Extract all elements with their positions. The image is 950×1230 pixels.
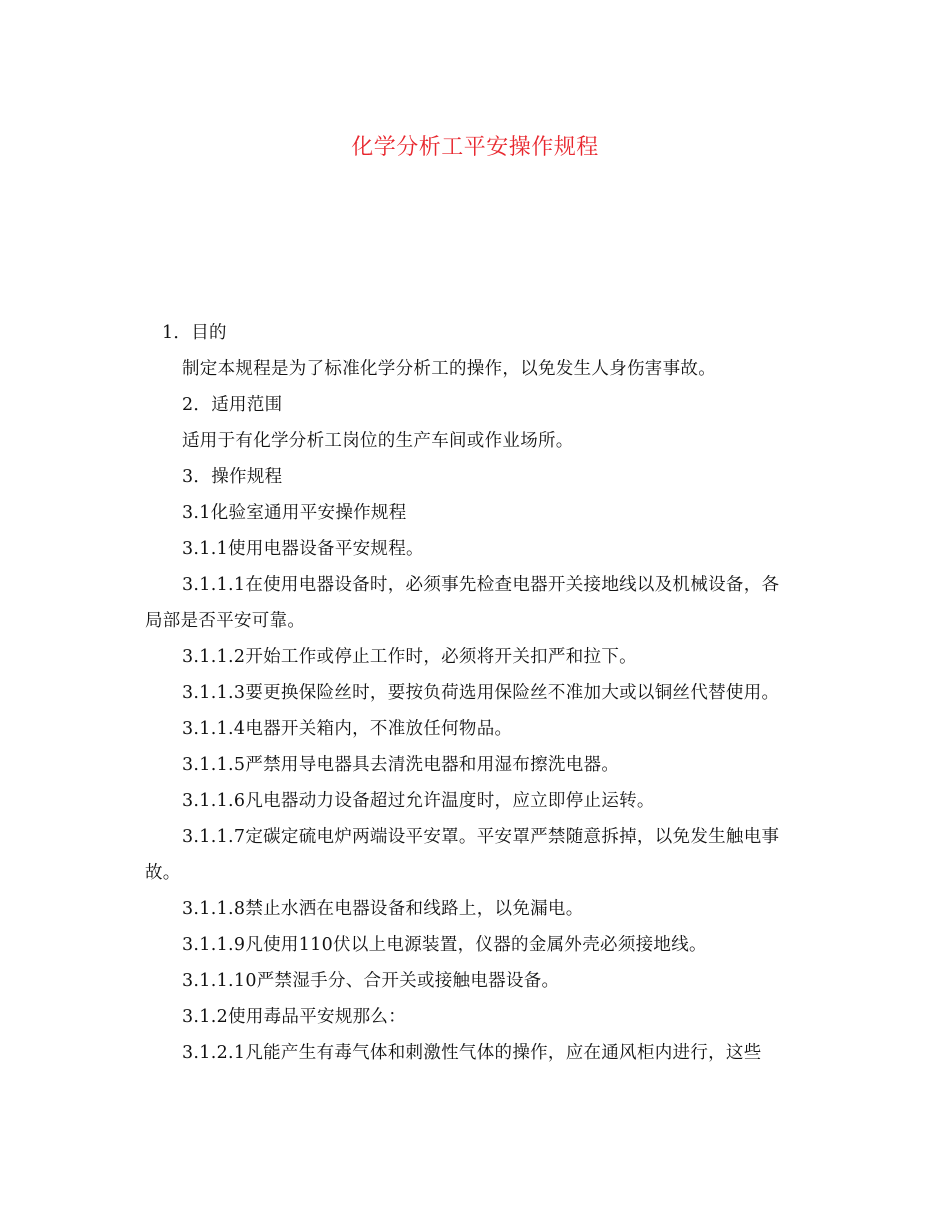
section-heading: 2．适用范围 <box>182 395 283 415</box>
paragraph: 3.1.1.5严禁用导电器具去清洗电器和用湿布擦洗电器。 <box>182 755 620 775</box>
paragraph: 3.1.1.4电器开关箱内，不准放任何物品。 <box>182 719 513 739</box>
paragraph: 3.1.1.6凡电器动力设备超过允许温度时，应立即停止运转。 <box>182 791 655 811</box>
paragraph: 3.1.1.2开始工作或停止工作时，必须将开关扣严和拉下。 <box>182 647 637 667</box>
subsection-heading: 3.1化验室通用平安操作规程 <box>182 503 407 523</box>
paragraph: 3.1.1.9凡使用110伏以上电源装置，仪器的金属外壳必须接地线。 <box>182 935 707 955</box>
paragraph: 3.1.2.1凡能产生有毒气体和刺激性气体的操作，应在通风柜内进行，这些 <box>182 1043 762 1063</box>
document-body <box>145 315 797 1071</box>
paragraph: 3.1.1.3要更换保险丝时，要按负荷选用保险丝不准加大或以铜丝代替使用。 <box>182 683 780 703</box>
document-title: 化学分析工平安操作规程 <box>351 135 599 160</box>
subsection-heading: 3.1.2使用毒品平安规那么： <box>182 1007 407 1027</box>
paragraph: 3.1.1.8禁止水洒在电器设备和线路上，以免漏电。 <box>182 899 584 919</box>
paragraph: 3.1.1.1在使用电器设备时，必须事先检查电器开关接地线以及机械设备，各局部是否平安可靠。 <box>145 575 780 631</box>
paragraph: 3.1.1.10严禁湿手分、合开关或接触电器设备。 <box>182 971 560 991</box>
paragraph: 适用于有化学分析工岗位的生产车间或作业场所。 <box>182 431 574 451</box>
section-heading: 1．目的 <box>162 323 227 343</box>
paragraph: 3.1.1.7定碳定硫电炉两端设平安罩。平安罩严禁随意拆掉，以免发生触电事故。 <box>145 827 780 883</box>
section-heading: 3．操作规程 <box>182 467 283 487</box>
paragraph: 制定本规程是为了标准化学分析工的操作，以免发生人身伤害事故。 <box>182 359 716 379</box>
subsection-heading: 3.1.1使用电器设备平安规程。 <box>182 539 424 559</box>
